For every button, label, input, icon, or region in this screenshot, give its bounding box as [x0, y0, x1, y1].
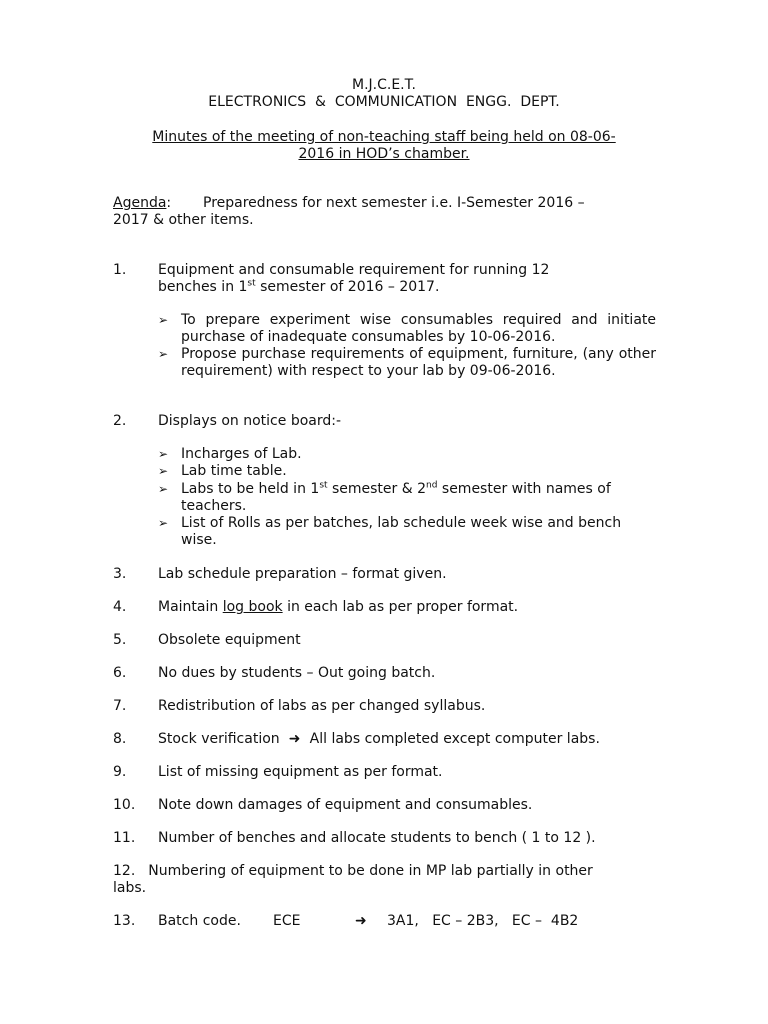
- item-8-text: Stock verification ➜ All labs completed except computer labs.: [158, 731, 600, 747]
- item-12-text-line2: labs.: [113, 880, 147, 896]
- item-1-line2: benches in 1st semester of 2016 – 2017.: [158, 278, 440, 295]
- agenda-section: [113, 195, 171, 212]
- item-5-text: Obsolete equipment: [158, 632, 301, 648]
- item-10-text: Note down damages of equipment and consumables.: [158, 797, 533, 813]
- item-7-text: Redistribution of labs as per changed syllabus.: [158, 698, 486, 714]
- college-name: M.J.C.E.T.: [352, 77, 416, 93]
- item-2-text: Displays on notice board:-: [158, 413, 342, 429]
- item-number: 3.: [113, 566, 127, 582]
- item-3-text: Lab schedule preparation – format given.: [158, 566, 447, 582]
- item-number: 5.: [113, 632, 127, 648]
- item-number: 9.: [113, 764, 127, 780]
- log-book-text: log book: [222, 599, 283, 615]
- batch-code-ece: ECE: [273, 913, 301, 929]
- agenda-text: Preparedness for next semester i.e. I-Semester 2016 –: [203, 195, 585, 211]
- item-number: 7.: [113, 698, 127, 714]
- item-9-text: List of missing equipment as per format.: [158, 764, 443, 780]
- batch-code-values: 3A1, EC – 2B3, EC – 4B2: [387, 913, 579, 929]
- item-number: 4.: [113, 599, 127, 615]
- department-name: ELECTRONICS & COMMUNICATION ENGG. DEPT.: [208, 94, 560, 110]
- item-12-text: 12. Numbering of equipment to be done in MP lab partially in other: [113, 863, 593, 879]
- item-1-bullet-1: To prepare experiment wise consumables required and initiate purchase of inadequate consumables by 10-06-2016.: [181, 312, 656, 345]
- agenda-colon: :: [166, 195, 172, 211]
- right-arrow-icon: ➜: [288, 731, 301, 747]
- agenda-text-line2: 2017 & other items.: [113, 212, 254, 228]
- item-6-text: No dues by students – Out going batch.: [158, 665, 436, 681]
- item-1-bullet-2: Propose purchase requirements of equipment, furniture, (any other requirement) with respect to your lab by 09-06-2016.: [181, 346, 656, 379]
- item-2-bullet-4: List of Rolls as per batches, lab schedule week wise and bench wise.: [181, 515, 622, 548]
- item-number: 2.: [113, 413, 127, 429]
- agenda-label: Agenda: [113, 195, 167, 211]
- arrow-bullet-icon: ➢: [158, 464, 169, 478]
- arrow-bullet-icon: ➢: [158, 313, 169, 327]
- arrow-bullet-icon: ➢: [158, 447, 169, 461]
- item-number: 10.: [113, 797, 136, 813]
- item-11-text: Number of benches and allocate students to bench ( 1 to 12 ).: [158, 830, 596, 846]
- item-number: 13.: [113, 913, 136, 929]
- minutes-title-line1: Minutes of the meeting of non-teaching staff being held on 08-06-: [152, 129, 616, 145]
- item-number: 8.: [113, 731, 127, 747]
- item-2-bullet-1: Incharges of Lab.: [181, 446, 302, 462]
- item-1-line1: Equipment and consumable requirement for running 12: [158, 262, 550, 278]
- arrow-bullet-icon: ➢: [158, 347, 169, 361]
- item-number: 6.: [113, 665, 127, 681]
- item-4-text: Maintain log book in each lab as per proper format.: [158, 599, 519, 615]
- item-2-bullet-2: Lab time table.: [181, 463, 287, 479]
- right-arrow-icon: ➜: [355, 913, 367, 929]
- batch-code-label: Batch code.: [158, 913, 241, 929]
- arrow-bullet-icon: ➢: [158, 482, 169, 496]
- item-number: 1.: [113, 262, 127, 278]
- item-2-bullet-3: Labs to be held in 1st semester & 2nd semester with names of teachers.: [181, 480, 611, 514]
- arrow-bullet-icon: ➢: [158, 516, 169, 530]
- item-number: 11.: [113, 830, 136, 846]
- minutes-title-line2: 2016 in HOD’s chamber.: [298, 146, 470, 162]
